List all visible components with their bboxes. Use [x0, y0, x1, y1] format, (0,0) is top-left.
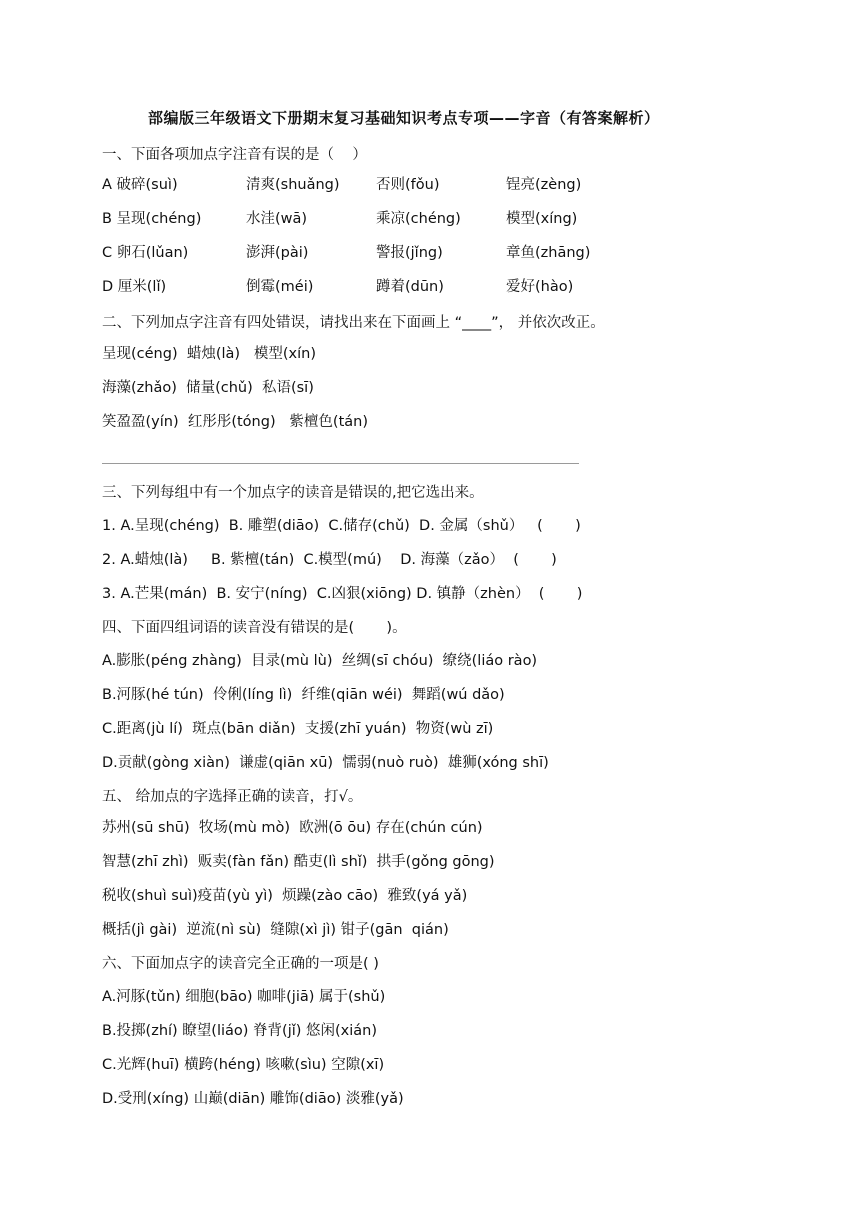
q2-heading: 二、下列加点字注音有四处错误，请找出来在下面画上 “____”， 并依次改正。 [102, 315, 605, 331]
q1-option-word: 澎湃(pài) [246, 245, 309, 261]
q6-heading: 六、下面加点字的读音完全正确的一项是( ) [102, 956, 379, 972]
q1-option-word: B 呈现(chéng) [102, 211, 202, 227]
answer-blank-line[interactable] [102, 463, 579, 464]
q1-option-word: A 破碎(suì) [102, 177, 178, 193]
q3-line: 3. A.芒果(mán) B. 安宁(níng) C.凶狠(xiōng) D. 镇静（zhèn） ( ) [102, 586, 583, 602]
q6-line: C.光辉(huī) 横跨(héng) 咳嗽(sìu) 空隙(xī) [102, 1057, 385, 1073]
q5-heading: 五、 给加点的字选择正确的读音，打√。 [102, 789, 363, 805]
q3-line: 2. A.蜡烛(là) B. 紫檀(tán) C.模型(mú) D. 海藻（zǎo） ( ) [102, 552, 557, 568]
q4-line: D.贡献(gòng xiàn) 谦虚(qiān xū) 懦弱(nuò ruò) 雄狮(xóng shī) [102, 755, 549, 771]
q1-option-word: 警报(jǐng) [376, 245, 443, 261]
q4-line: A.膨胀(péng zhàng) 目录(mù lù) 丝绸(sī chóu) 缭绕(liáo rào) [102, 653, 538, 669]
q1-option-word: 倒霉(méi) [246, 279, 314, 295]
q4-line: B.河豚(hé tún) 伶俐(líng lì) 纤维(qiān wéi) 舞蹈(wú dǎo) [102, 687, 505, 703]
q5-line: 苏州(sū shū) 牧场(mù mò) 欧洲(ō ōu) 存在(chún cún) [102, 820, 483, 836]
q3-heading: 三、下列每组中有一个加点字的读音是错误的,把它选出来。 [102, 485, 484, 501]
q1-option-word: 章鱼(zhāng) [506, 245, 591, 261]
q5-line: 概括(jì gài) 逆流(nì sù) 缝隙(xì jì) 钳子(gān qián) [102, 922, 449, 938]
q1-option-word: 蹲着(dūn) [376, 279, 444, 295]
q2-line: 呈现(céng) 蜡烛(là) 模型(xín) [102, 346, 316, 362]
q1-option-word: 清爽(shuǎng) [246, 177, 340, 193]
q1-option-word: 否则(fǒu) [376, 177, 440, 193]
q1-option-word: D 厘米(lǐ) [102, 279, 167, 295]
q5-line: 智慧(zhī zhì) 贩卖(fàn fǎn) 酷吏(lì shǐ) 拱手(gǒng gōng) [102, 854, 495, 870]
q1-option-word: 模型(xíng) [506, 211, 578, 227]
q2-line: 笑盈盈(yín) 红彤彤(tóng) 紫檀色(tán) [102, 414, 368, 430]
q1-option-word: C 卵石(lǔan) [102, 245, 189, 261]
q6-line: A.河豚(tǔn) 细胞(bāo) 咖啡(jiā) 属于(shǔ) [102, 989, 386, 1005]
q6-line: B.投掷(zhí) 瞭望(liáo) 脊背(jǐ) 悠闲(xián) [102, 1023, 378, 1039]
q3-line: 1. A.呈现(chéng) B. 雕塑(diāo) C.储存(chǔ) D. 金属（shǔ） ( ) [102, 518, 581, 534]
q1-heading: 一、下面各项加点字注音有误的是（ ） [102, 147, 367, 163]
q1-option-word: 锃亮(zèng) [506, 177, 582, 193]
q4-line: C.距离(jù lí) 斑点(bān diǎn) 支援(zhī yuán) 物资(wù zī) [102, 721, 494, 737]
q6-line: D.受刑(xíng) 山巅(diān) 雕饰(diāo) 淡雅(yǎ) [102, 1091, 404, 1107]
q2-line: 海藻(zhǎo) 储量(chǔ) 私语(sī) [102, 380, 314, 396]
q5-line: 税收(shuì suì)疫苗(yù yì) 烦躁(zào cāo) 雅致(yá yǎ) [102, 888, 468, 904]
q1-option-word: 爱好(hào) [506, 279, 574, 295]
q1-option-word: 水洼(wā) [246, 211, 308, 227]
page-title: 部编版三年级语文下册期末复习基础知识考点专项——字音（有答案解析） [148, 109, 660, 127]
q4-heading: 四、下面四组词语的读音没有错误的是( )。 [102, 620, 407, 636]
q1-option-word: 乘凉(chéng) [376, 211, 461, 227]
